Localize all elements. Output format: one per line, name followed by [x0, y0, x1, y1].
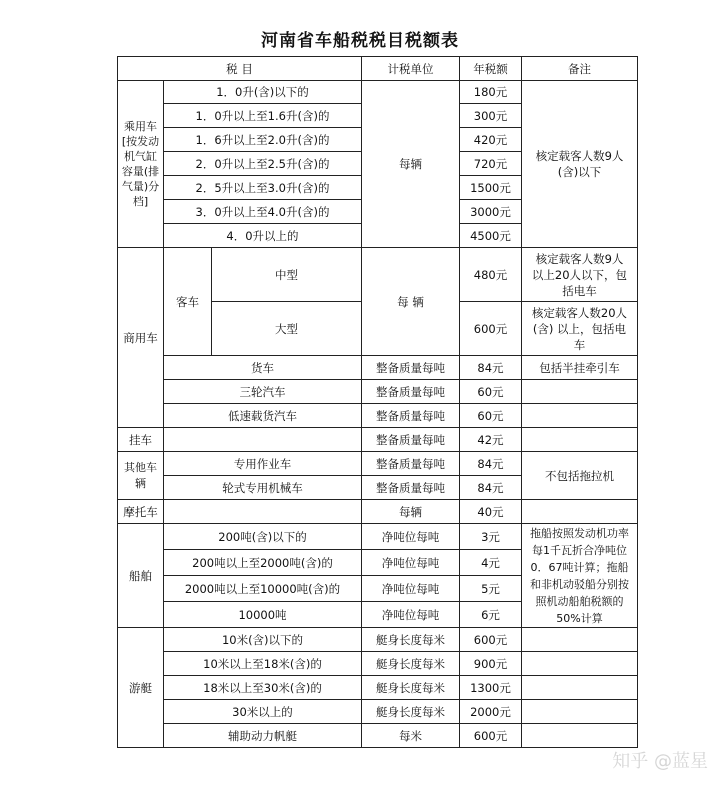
- tax-table: [117, 56, 638, 748]
- row-unit: 整备质量每吨: [362, 380, 460, 404]
- row-unit: 每米: [362, 724, 460, 748]
- header-item: 税 目: [118, 57, 362, 81]
- header-unit: 计税单位: [362, 57, 460, 81]
- table-row: [118, 248, 638, 302]
- row-desc: 10米(含)以下的: [164, 628, 362, 652]
- row-note: 核定载客人数20人(含) 以上，包括电车: [522, 302, 638, 356]
- table-row: [118, 628, 638, 652]
- category-other: 其他车辆: [118, 452, 164, 500]
- row-amount: 42元: [460, 428, 522, 452]
- row-note: [522, 500, 638, 524]
- row-amount: 3000元: [460, 200, 522, 224]
- row-unit: 艇身长度每米: [362, 652, 460, 676]
- row-unit: 净吨位每吨: [362, 524, 460, 550]
- table-row: [118, 652, 638, 676]
- passenger-unit: 每辆: [362, 81, 460, 248]
- category-commercial: 商用车: [118, 248, 164, 428]
- table-header-row: [118, 57, 638, 81]
- row-amount: 84元: [460, 356, 522, 380]
- row-desc: 1．6升以上至2.0升(含)的: [164, 128, 362, 152]
- row-unit: 每辆: [362, 500, 460, 524]
- table-row: [118, 700, 638, 724]
- row-desc: 3．0升以上至4.0升(含)的: [164, 200, 362, 224]
- row-note: [522, 380, 638, 404]
- row-note: 包括半挂牵引车: [522, 356, 638, 380]
- table-row: [118, 500, 638, 524]
- row-note: [522, 628, 638, 652]
- table-row: [118, 676, 638, 700]
- table-row: [118, 81, 638, 104]
- row-note: 核定载客人数9人以上20人以下，包括电车: [522, 248, 638, 302]
- header-note: 备注: [522, 57, 638, 81]
- row-desc: 中型: [212, 248, 362, 302]
- row-desc: 10米以上至18米(含)的: [164, 652, 362, 676]
- row-unit: 整备质量每吨: [362, 404, 460, 428]
- row-desc: [164, 500, 362, 524]
- row-note: [522, 676, 638, 700]
- row-desc: 4．0升以上的: [164, 224, 362, 248]
- row-unit: 艇身长度每米: [362, 628, 460, 652]
- row-amount: 720元: [460, 152, 522, 176]
- other-note: 不包括拖拉机: [522, 452, 638, 500]
- row-note: [522, 724, 638, 748]
- bus-label: 客车: [164, 248, 212, 356]
- row-unit: 净吨位每吨: [362, 550, 460, 576]
- row-desc: 大型: [212, 302, 362, 356]
- row-amount: 4500元: [460, 224, 522, 248]
- row-amount: 5元: [460, 576, 522, 602]
- row-amount: 6元: [460, 602, 522, 628]
- table-row: [118, 724, 638, 748]
- row-amount: 1300元: [460, 676, 522, 700]
- passenger-note: 核定载客人数9人(含)以下: [522, 81, 638, 248]
- table-row: [118, 356, 638, 380]
- vessel-note: 拖船按照发动机功率每1千瓦折合净吨位0．67吨计算；拖船和非机动驳船分别按照机动船舶税额的50%计算: [522, 524, 638, 628]
- row-desc: 200吨(含)以下的: [164, 524, 362, 550]
- row-amount: 60元: [460, 404, 522, 428]
- row-desc: 辅助动力帆艇: [164, 724, 362, 748]
- row-amount: 1500元: [460, 176, 522, 200]
- row-desc: 2000吨以上至10000吨(含)的: [164, 576, 362, 602]
- row-desc: 18米以上至30米(含)的: [164, 676, 362, 700]
- table-row: [118, 524, 638, 550]
- row-amount: 600元: [460, 628, 522, 652]
- row-desc: 2．5升以上至3.0升(含)的: [164, 176, 362, 200]
- row-unit: 净吨位每吨: [362, 576, 460, 602]
- row-desc: 低速载货汽车: [164, 404, 362, 428]
- row-amount: 600元: [460, 724, 522, 748]
- table-row: [118, 452, 638, 476]
- row-unit: 艇身长度每米: [362, 700, 460, 724]
- row-amount: 180元: [460, 81, 522, 104]
- row-amount: 480元: [460, 248, 522, 302]
- row-desc: 三轮汽车: [164, 380, 362, 404]
- row-unit: 艇身长度每米: [362, 676, 460, 700]
- row-unit: 整备质量每吨: [362, 428, 460, 452]
- category-trailer: 挂车: [118, 428, 164, 452]
- category-vessel: 船舶: [118, 524, 164, 628]
- row-note: [522, 652, 638, 676]
- row-desc: 200吨以上至2000吨(含)的: [164, 550, 362, 576]
- row-amount: 60元: [460, 380, 522, 404]
- row-desc: 轮式专用机械车: [164, 476, 362, 500]
- row-amount: 900元: [460, 652, 522, 676]
- bus-unit: 每 辆: [362, 248, 460, 356]
- row-desc: 1．0升以上至1.6升(含)的: [164, 104, 362, 128]
- row-desc: 货车: [164, 356, 362, 380]
- category-passenger: 乘用车[按发动机气缸容量(排气量)分档]: [118, 81, 164, 248]
- row-amount: 2000元: [460, 700, 522, 724]
- category-motorcycle: 摩托车: [118, 500, 164, 524]
- watermark: 知乎 @蓝星: [612, 751, 708, 772]
- table-row: [118, 428, 638, 452]
- category-yacht: 游艇: [118, 628, 164, 748]
- row-unit: 整备质量每吨: [362, 452, 460, 476]
- row-amount: 300元: [460, 104, 522, 128]
- row-amount: 600元: [460, 302, 522, 356]
- row-unit: 整备质量每吨: [362, 356, 460, 380]
- row-amount: 84元: [460, 452, 522, 476]
- row-amount: 420元: [460, 128, 522, 152]
- row-amount: 3元: [460, 524, 522, 550]
- row-amount: 4元: [460, 550, 522, 576]
- row-desc: 10000吨: [164, 602, 362, 628]
- row-desc: 专用作业车: [164, 452, 362, 476]
- row-amount: 84元: [460, 476, 522, 500]
- row-note: [522, 404, 638, 428]
- row-desc: 1．0升(含)以下的: [164, 81, 362, 104]
- table-row: [118, 404, 638, 428]
- row-amount: 40元: [460, 500, 522, 524]
- row-desc: [164, 428, 362, 452]
- row-note: [522, 700, 638, 724]
- table-row: [118, 380, 638, 404]
- header-amount: 年税额: [460, 57, 522, 81]
- row-unit: 净吨位每吨: [362, 602, 460, 628]
- row-desc: 30米以上的: [164, 700, 362, 724]
- row-unit: 整备质量每吨: [362, 476, 460, 500]
- row-note: [522, 428, 638, 452]
- row-desc: 2．0升以上至2.5升(含)的: [164, 152, 362, 176]
- page-title: 河南省车船税税目税额表: [261, 31, 459, 51]
